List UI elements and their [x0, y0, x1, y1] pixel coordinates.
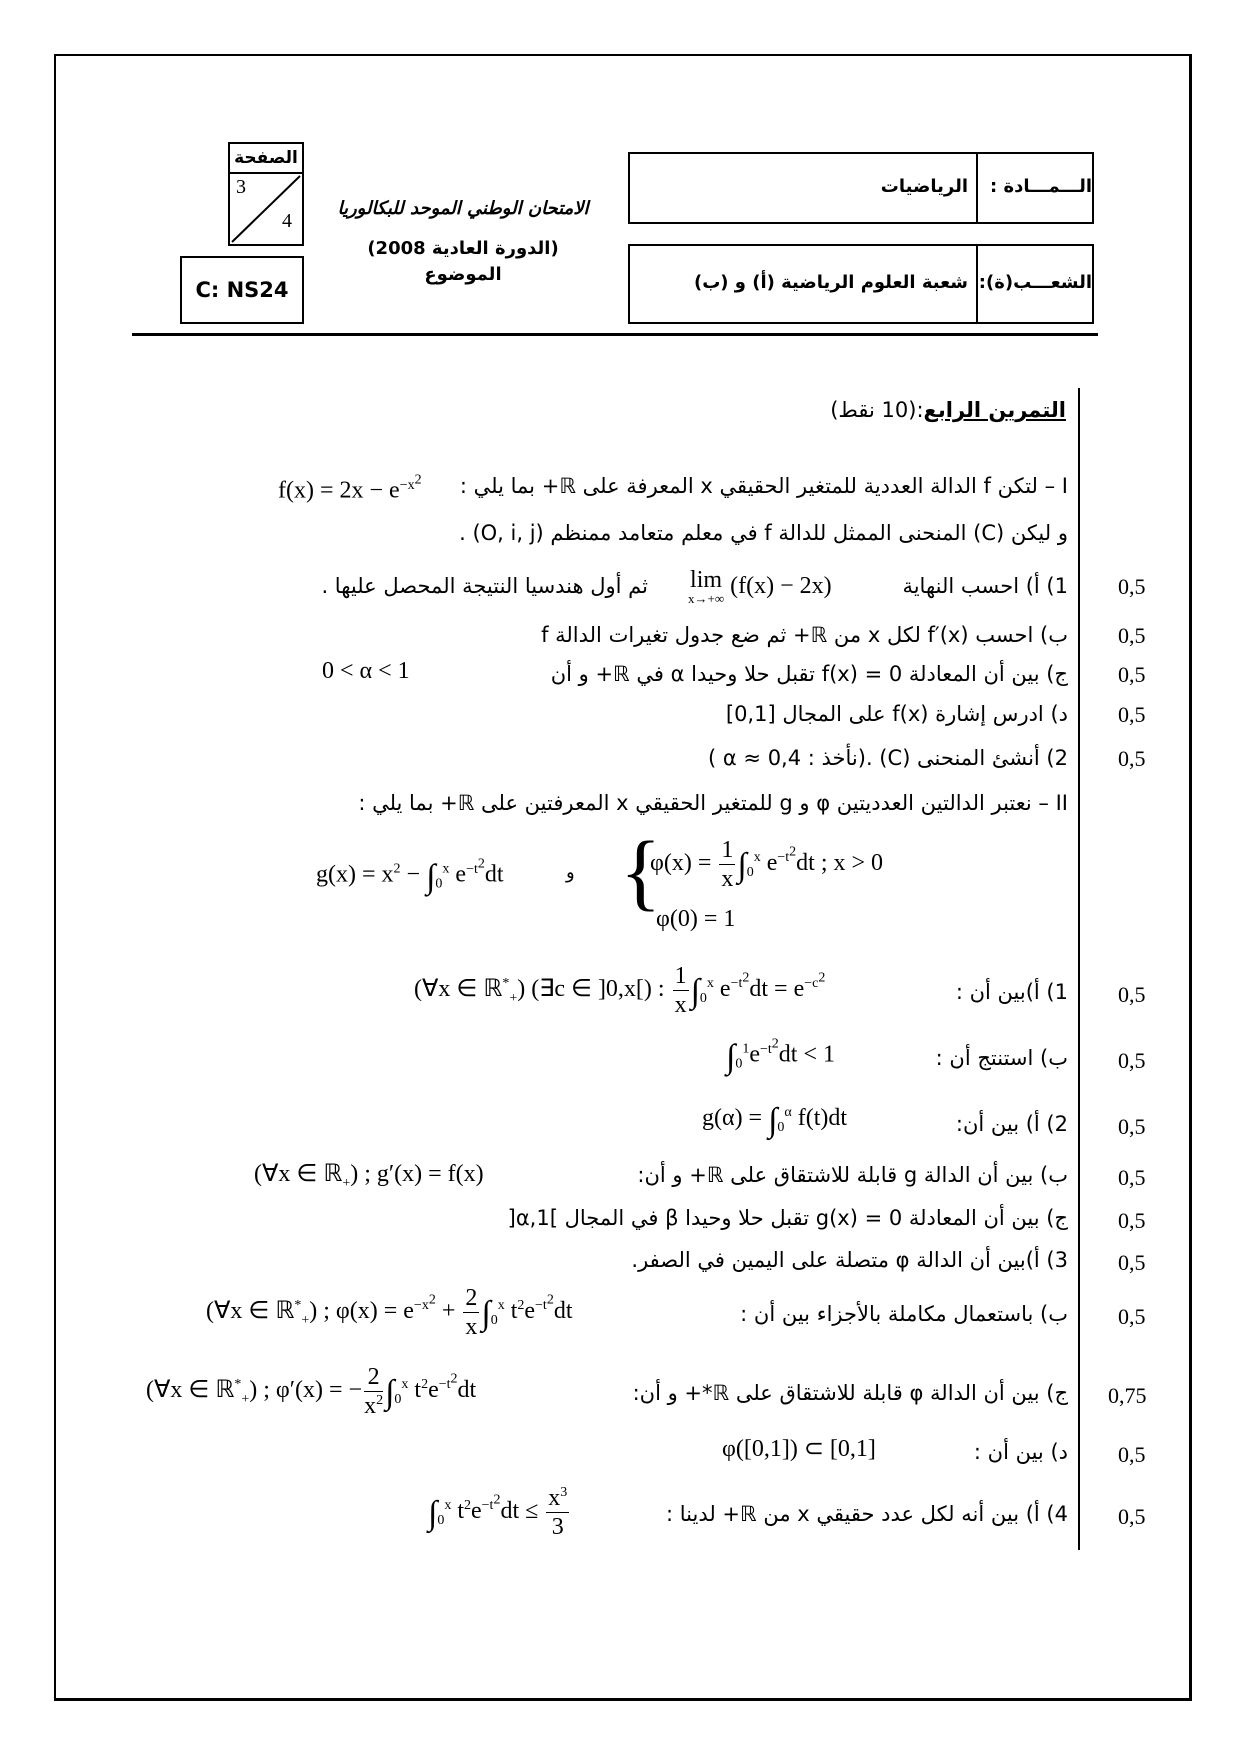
part2-q3c-math: (∀x ∈ ℝ*$_+$) ; φ′(x) = − $\frac{2}{x^2}$ $\int_0^x$ $t^2e^{-t^2}dt$ — [146, 1364, 477, 1419]
points-column-rule — [1078, 388, 1080, 1550]
part1-q1c: ج) بين أن المعادلة f(x) = 0 تقبل حلا وحيدا α في ℝ+ و أن — [550, 662, 1068, 686]
exercise-title: التمرين الرابع — [923, 398, 1066, 422]
lim-sub: x→+∞ — [688, 591, 725, 606]
part2-q1a: 1) أ)بين أن : — [955, 980, 1068, 1004]
part2-and: و — [566, 862, 575, 883]
points-14: 0,5 — [1118, 1442, 1146, 1467]
points-3: 0,5 — [1118, 662, 1146, 687]
part1-q2: 2) أنشئ المنحنى (C) .(نأخذ : α ≈ 0,4 ) — [708, 746, 1068, 770]
part1-q1a-end: ثم أول هندسيا النتيجة المحصل عليها . — [321, 574, 648, 598]
page-total: 4 — [282, 210, 292, 232]
exam-session: (الدورة العادية 2008) — [367, 238, 559, 259]
points-2: 0,5 — [1118, 623, 1146, 648]
points-13: 0,75 — [1108, 1383, 1147, 1408]
points-8: 0,5 — [1118, 1114, 1146, 1139]
points-7: 0,5 — [1118, 1048, 1146, 1073]
part2-q3b-math: (∀x ∈ ℝ*$_+$) ; $\varphi(x) = e^{-x^2}$ + $\frac{2}{x}$ $\int_0^x$ $t^2e^{-t^2}dt$ — [206, 1285, 573, 1340]
part2-q4a-math: $\int_0^x$ $t^2e^{-t^2}dt$ ≤ $\frac{x^3}{3}$ — [428, 1485, 568, 1540]
part2-q3d: د) بين أن : — [973, 1440, 1068, 1464]
part1-q1c-ineq: 0 < α < 1 — [322, 658, 410, 684]
part2-q4a: 4) أ) بين أنه لكل عدد حقيقي x من ℝ+ لدينا : — [665, 1502, 1068, 1526]
lim-word: lim — [690, 567, 723, 593]
points-9: 0,5 — [1118, 1165, 1146, 1190]
exam-code: C: NS24 — [195, 278, 289, 302]
branch-label: الشعـــب(ة): — [978, 272, 1092, 293]
subject-value: الرياضيات — [880, 176, 968, 197]
points-1: 0,5 — [1118, 574, 1146, 599]
part2-q1a-math: (∀x ∈ ℝ*$_+$) (∃c ∈ ]0,x[) : $\frac{1}{x}$ $\int_0^x$ $e^{-t^2}dt = e^{-c^2}$ — [414, 963, 826, 1018]
points-15: 0,5 — [1118, 1504, 1146, 1529]
part2-q3a: 3) أ)بين أن الدالة φ متصلة على اليمين في الصفر. — [631, 1248, 1068, 1272]
points-5: 0,5 — [1118, 746, 1146, 771]
part2-brace: { — [620, 823, 662, 919]
exercise-heading — [830, 398, 1066, 422]
part2-phi-def: φ(x) = $\frac{1}{x}$ $\int_0^x$ $e^{-t^2}dt$ ; x > 0 — [650, 837, 884, 892]
part2-q2a: 2) أ) بين أن: — [955, 1112, 1068, 1136]
part1-q1a-start: 1) أ) احسب النهاية — [902, 574, 1068, 598]
part2-q2b-math: (∀x ∈ ℝ$_+$) ; g′(x) = f(x) — [254, 1161, 484, 1191]
header-rule — [132, 333, 1098, 336]
part2-g-definition: $g(x) = x^2 - \int_0^x$ $e^{-t^2}dt$ — [316, 856, 504, 896]
part1-f-definition: $f(x) = 2x - e^{-x^2}$ — [278, 472, 422, 504]
page-number-box — [228, 142, 304, 246]
points-11: 0,5 — [1118, 1250, 1146, 1275]
part2-q1b: ب) استنتج أن : — [935, 1046, 1068, 1070]
part2-q3c: ج) بين أن الدالة φ قابلة للاشتقاق على ℝ*+ و أن: — [632, 1381, 1068, 1405]
branch-divider — [976, 244, 978, 324]
exam-title: الامتحان الوطني الموحد للبكالوريا — [337, 198, 589, 219]
branch-value: شعبة العلوم الرياضية (أ) و (ب) — [693, 272, 968, 293]
part2-intro: II – نعتبر الدالتين العدديتين φ و g للمتغير الحقيقي x المعرفتين على ℝ+ بما يلي : — [358, 791, 1068, 815]
points-12: 0,5 — [1118, 1304, 1146, 1329]
part1-q1a-limit: lim x→+∞ (f(x) − 2x) — [688, 567, 832, 606]
part2-q3d-math: φ([0,1]) ⊂ [0,1] — [722, 1436, 876, 1462]
points-6: 0,5 — [1118, 982, 1146, 1007]
part2-phi-zero: φ(0) = 1 — [656, 906, 736, 932]
page-num: 3 — [236, 176, 246, 198]
subject-divider — [976, 152, 978, 224]
part2-q1b-math: $\int_0^1e^{-t^2}dt < 1$ — [726, 1036, 835, 1076]
exam-code-box — [180, 256, 304, 324]
part1-q1d: د) ادرس إشارة f(x) على المجال [0,1] — [725, 702, 1068, 726]
part1-intro-b: و ليكن (C) المنحنى الممثل للدالة f في معلم متعامد ممنظم (O, i, j) . — [459, 521, 1068, 545]
part2-q2c: ج) بين أن المعادلة g(x) = 0 تقبل حلا وحيدا β في المجال ]α,1[ — [507, 1206, 1068, 1230]
part2-q2b: ب) بين أن الدالة g قابلة للاشتقاق على ℝ+ و أن: — [637, 1163, 1068, 1187]
part1-q1b: ب) احسب f′(x) لكل x من ℝ+ ثم ضع جدول تغيرات الدالة f — [541, 623, 1068, 647]
exercise-points: :(10 نقط) — [830, 398, 924, 422]
part2-q3b: ب) باستعمال مكاملة بالأجزاء بين أن : — [740, 1302, 1068, 1326]
part2-q2a-math: $g(\alpha) = \int_0^\alpha$ f(t)dt — [702, 1102, 848, 1139]
page-label: الصفحة — [230, 144, 302, 174]
points-4: 0,5 — [1118, 702, 1146, 727]
subject-label: الـــمـــادة : — [990, 176, 1092, 197]
part1-intro-a: I – لتكن f الدالة العددية للمتغير الحقيقي x المعرفة على ℝ+ بما يلي : — [459, 474, 1068, 498]
points-10: 0,5 — [1118, 1208, 1146, 1233]
subject-word: الموضوع — [424, 264, 502, 285]
